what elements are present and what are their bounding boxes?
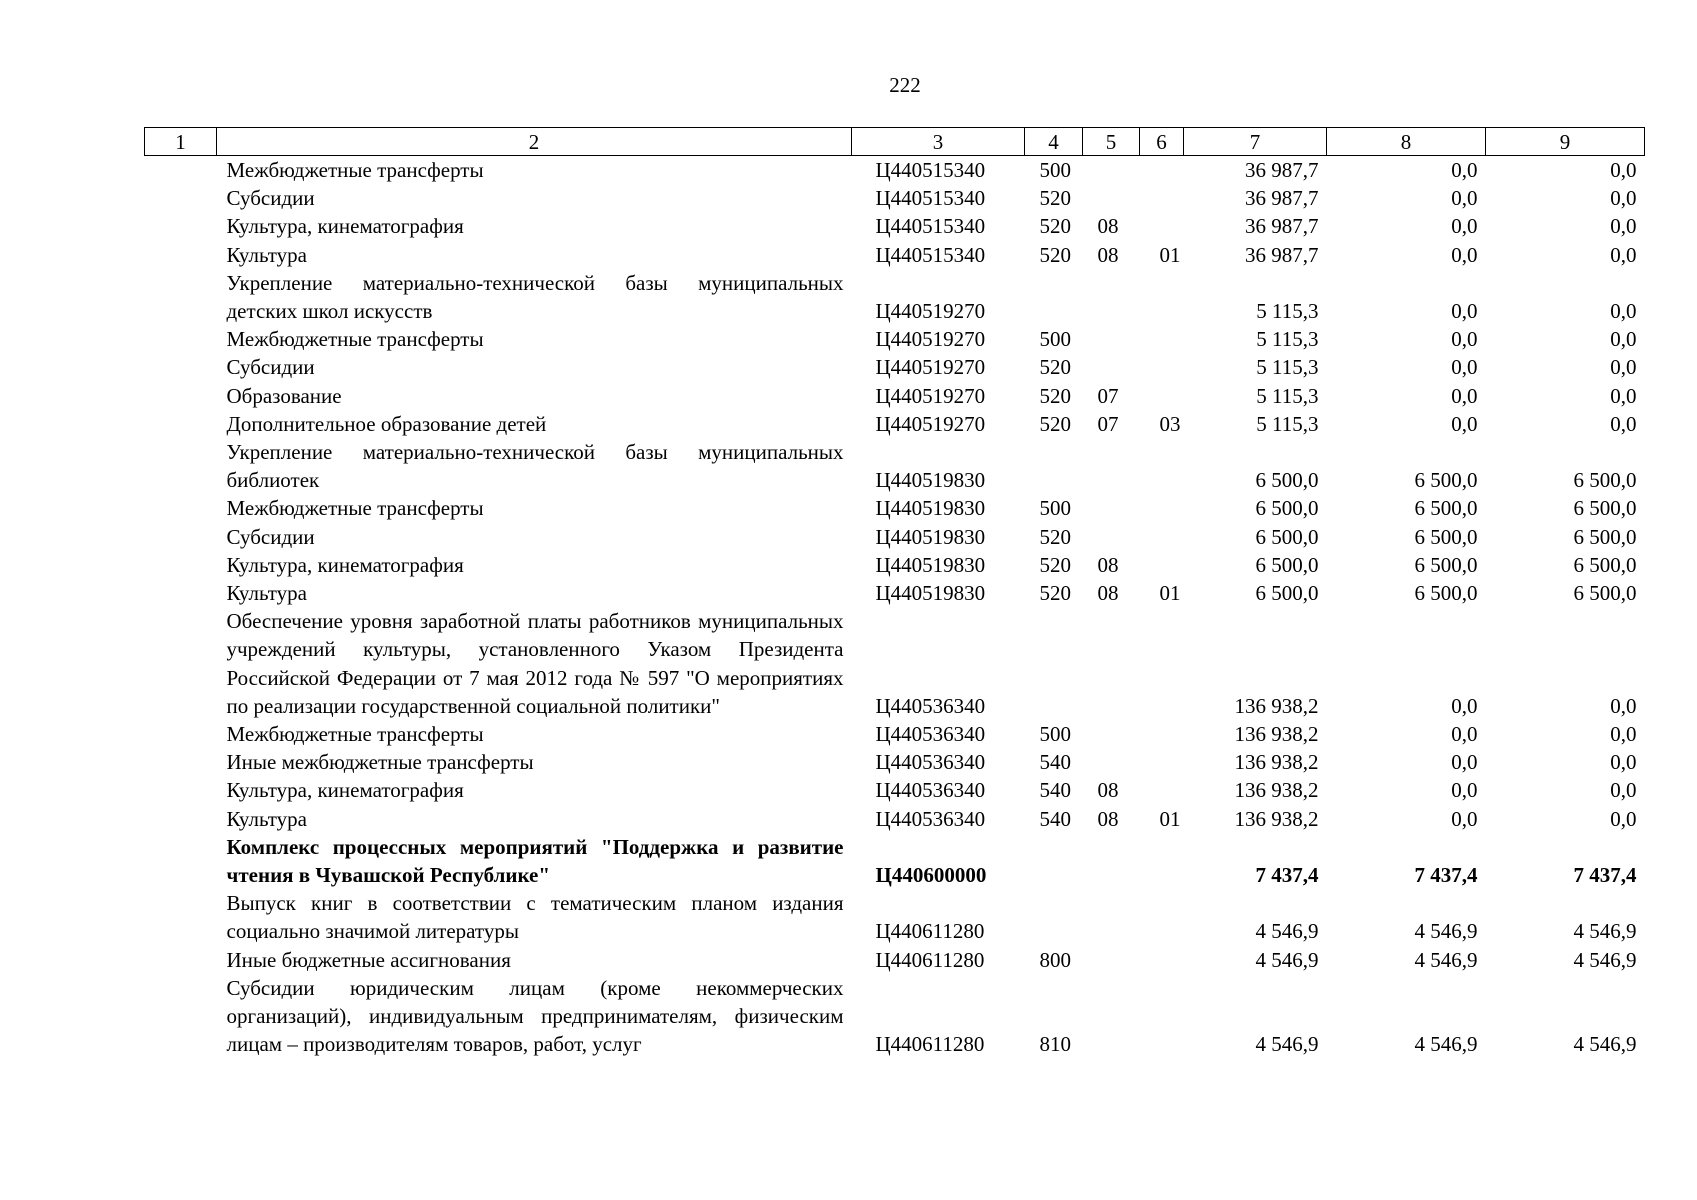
cell-name: Субсидии — [226, 524, 315, 549]
header-col-3: 3 — [852, 128, 1025, 156]
cell-pr — [1140, 438, 1184, 494]
cell-name: Иные межбюджетные трансферты — [226, 750, 534, 775]
cell-v9: 0,0 — [1610, 722, 1637, 747]
cell-rz: 08 — [1097, 552, 1119, 577]
cell-pr — [1140, 523, 1184, 551]
cell-pr: 01 — [1159, 581, 1181, 606]
header-col-1: 1 — [145, 128, 217, 156]
cell-v9: 0,0 — [1610, 355, 1637, 380]
cell-code: Ц440515340 — [875, 158, 986, 182]
cell-name: Субсидии — [226, 186, 315, 211]
cell-name: Укрепление материально-технической базы муниципальных детских школ искусств — [226, 270, 844, 324]
cell-v8: 6 500,0 — [1414, 552, 1478, 577]
cell-vr — [1025, 438, 1083, 494]
table-row — [145, 607, 1645, 720]
row-index-cell — [145, 607, 217, 720]
cell-v9: 0,0 — [1610, 778, 1637, 803]
header-col-4: 4 — [1025, 128, 1083, 156]
cell-v9: 7 437,4 — [1573, 863, 1637, 888]
row-index-cell — [145, 156, 217, 185]
cell-v8: 6 500,0 — [1414, 496, 1478, 521]
cell-vr — [1025, 889, 1083, 945]
row-index-cell — [145, 410, 217, 438]
cell-name: Укрепление материально-технической базы муниципальных библиотек — [226, 440, 844, 493]
table-header-row — [145, 128, 1645, 156]
table-row — [145, 974, 1645, 1059]
cell-code: Ц440519830 — [875, 468, 986, 493]
cell-name: Культура — [226, 581, 307, 606]
table-row — [145, 946, 1645, 974]
cell-rz — [1083, 607, 1140, 720]
cell-name: Культура, кинематография — [226, 214, 464, 239]
cell-v8: 4 546,9 — [1414, 1032, 1478, 1057]
row-index-cell — [145, 523, 217, 551]
cell-pr — [1140, 353, 1184, 381]
row-index-cell — [145, 269, 217, 325]
page-number: 222 — [889, 73, 921, 97]
table-row — [145, 720, 1645, 748]
cell-v9: 0,0 — [1610, 693, 1637, 718]
row-index-cell — [145, 833, 217, 889]
cell-v8: 0,0 — [1451, 214, 1478, 239]
cell-pr — [1140, 494, 1184, 522]
cell-pr — [1140, 946, 1184, 974]
cell-v8: 0,0 — [1451, 693, 1478, 718]
table-row — [145, 523, 1645, 551]
header-col-7: 7 — [1184, 128, 1327, 156]
cell-v7: 136 938,2 — [1234, 806, 1319, 831]
cell-v7: 136 938,2 — [1234, 750, 1319, 775]
cell-v8: 0,0 — [1451, 327, 1478, 352]
cell-name: Обеспечение уровня заработной платы работников муниципальных учреждений культуры, установленного Указом Президента Российской Федерации от 7 мая 2012 года № 597 "О мероприятиях по реализации государственной социальной политики" — [226, 609, 844, 718]
cell-pr — [1140, 889, 1184, 945]
cell-name: Межбюджетные трансферты — [226, 158, 484, 182]
cell-rz: 08 — [1097, 214, 1119, 239]
cell-v7: 136 938,2 — [1234, 693, 1319, 718]
cell-v9: 6 500,0 — [1573, 552, 1637, 577]
row-index-cell — [145, 776, 217, 804]
row-index-cell — [145, 889, 217, 945]
cell-v9: 4 546,9 — [1573, 947, 1637, 972]
cell-name: Межбюджетные трансферты — [226, 496, 484, 521]
cell-v7: 7 437,4 — [1255, 863, 1319, 888]
cell-name: Комплекс процессных мероприятий "Поддержка и развитие чтения в Чувашской Республике" — [226, 834, 844, 888]
table-row — [145, 325, 1645, 353]
cell-vr: 520 — [1039, 524, 1071, 549]
cell-v8: 6 500,0 — [1414, 468, 1478, 493]
table-row — [145, 156, 1645, 185]
cell-vr: 500 — [1039, 158, 1071, 182]
cell-v7: 6 500,0 — [1255, 524, 1319, 549]
cell-v7: 36 987,7 — [1245, 186, 1319, 211]
header-col-2: 2 — [217, 128, 852, 156]
cell-name: Культура, кинематография — [226, 552, 464, 577]
cell-code: Ц440515340 — [875, 214, 986, 239]
cell-code: Ц440519270 — [875, 411, 986, 436]
row-index-cell — [145, 184, 217, 212]
cell-pr — [1140, 325, 1184, 353]
cell-v9: 6 500,0 — [1573, 468, 1637, 493]
table-row — [145, 269, 1645, 325]
cell-v7: 4 546,9 — [1255, 1032, 1319, 1057]
cell-code: Ц440519830 — [875, 496, 986, 521]
cell-name: Культура — [226, 806, 307, 831]
cell-v7: 6 500,0 — [1255, 581, 1319, 606]
table-row — [145, 184, 1645, 212]
cell-rz — [1083, 156, 1140, 185]
cell-v7: 36 987,7 — [1245, 158, 1319, 182]
cell-v8: 0,0 — [1451, 299, 1478, 324]
cell-rz — [1083, 438, 1140, 494]
cell-v8: 4 546,9 — [1414, 919, 1478, 944]
cell-v9: 6 500,0 — [1573, 524, 1637, 549]
row-index-cell — [145, 382, 217, 410]
cell-v7: 136 938,2 — [1234, 722, 1319, 747]
cell-v7: 136 938,2 — [1234, 778, 1319, 803]
cell-pr — [1140, 212, 1184, 240]
cell-rz: 08 — [1097, 242, 1119, 267]
table-row — [145, 579, 1645, 607]
row-index-cell — [145, 438, 217, 494]
cell-name: Дополнительное образование детей — [226, 411, 547, 436]
row-index-cell — [145, 946, 217, 974]
cell-v8: 0,0 — [1451, 383, 1478, 408]
cell-vr: 540 — [1039, 778, 1071, 803]
row-index-cell — [145, 325, 217, 353]
cell-code: Ц440611280 — [875, 919, 985, 944]
cell-v7: 6 500,0 — [1255, 552, 1319, 577]
table-row — [145, 833, 1645, 889]
cell-v8: 0,0 — [1451, 355, 1478, 380]
cell-name: Образование — [226, 383, 342, 408]
cell-rz: 08 — [1097, 806, 1119, 831]
cell-code: Ц440519270 — [875, 383, 986, 408]
cell-v8: 0,0 — [1451, 778, 1478, 803]
cell-vr — [1025, 269, 1083, 325]
cell-v9: 0,0 — [1610, 806, 1637, 831]
table-row — [145, 748, 1645, 776]
cell-vr: 500 — [1039, 722, 1071, 747]
cell-v7: 5 115,3 — [1256, 383, 1319, 408]
row-index-cell — [145, 974, 217, 1059]
cell-v9: 0,0 — [1610, 411, 1637, 436]
cell-code: Ц440600000 — [875, 863, 987, 888]
cell-v9: 0,0 — [1610, 186, 1637, 211]
cell-v7: 5 115,3 — [1256, 355, 1319, 380]
table-row — [145, 382, 1645, 410]
cell-v7: 5 115,3 — [1256, 299, 1319, 324]
cell-code: Ц440519270 — [875, 327, 986, 352]
cell-pr — [1140, 776, 1184, 804]
table-row — [145, 353, 1645, 381]
cell-v9: 0,0 — [1610, 158, 1637, 182]
cell-pr — [1140, 833, 1184, 889]
cell-v9: 4 546,9 — [1573, 919, 1637, 944]
cell-vr: 520 — [1039, 581, 1071, 606]
cell-name: Субсидии юридическим лицам (кроме некоммерческих организаций), индивидуальным предпринимателям, физическим лицам – производителям товаров, работ, услуг — [226, 975, 844, 1057]
cell-vr — [1025, 607, 1083, 720]
cell-v7: 6 500,0 — [1255, 496, 1319, 521]
table-row — [145, 410, 1645, 438]
cell-vr: 520 — [1039, 214, 1071, 239]
table-row — [145, 805, 1645, 833]
cell-rz — [1083, 353, 1140, 381]
cell-rz: 08 — [1097, 778, 1119, 803]
cell-code: Ц440519270 — [875, 299, 986, 324]
table-row — [145, 494, 1645, 522]
header-col-9: 9 — [1486, 128, 1645, 156]
cell-v8: 0,0 — [1451, 722, 1478, 747]
cell-vr: 520 — [1039, 411, 1071, 436]
cell-v7: 4 546,9 — [1255, 947, 1319, 972]
cell-name: Культура — [226, 242, 307, 267]
cell-v8: 6 500,0 — [1414, 581, 1478, 606]
cell-vr: 540 — [1039, 806, 1071, 831]
cell-v9: 0,0 — [1610, 327, 1637, 352]
row-index-cell — [145, 353, 217, 381]
cell-code: Ц440515340 — [875, 242, 986, 267]
header-col-8: 8 — [1327, 128, 1486, 156]
row-index-cell — [145, 748, 217, 776]
cell-code: Ц440536340 — [875, 722, 986, 747]
cell-name: Межбюджетные трансферты — [226, 722, 484, 747]
row-index-cell — [145, 212, 217, 240]
cell-rz — [1083, 946, 1140, 974]
cell-v7: 4 546,9 — [1255, 919, 1319, 944]
cell-code: Ц440536340 — [875, 806, 986, 831]
cell-rz — [1083, 720, 1140, 748]
cell-pr: 01 — [1159, 242, 1181, 267]
cell-rz — [1083, 269, 1140, 325]
cell-name: Межбюджетные трансферты — [226, 327, 484, 352]
table-row — [145, 551, 1645, 579]
cell-rz — [1083, 748, 1140, 776]
cell-v8: 0,0 — [1451, 242, 1478, 267]
cell-v9: 6 500,0 — [1573, 581, 1637, 606]
row-index-cell — [145, 579, 217, 607]
cell-pr — [1140, 748, 1184, 776]
cell-pr — [1140, 382, 1184, 410]
cell-pr — [1140, 974, 1184, 1059]
cell-v9: 0,0 — [1610, 750, 1637, 775]
header-col-5: 5 — [1083, 128, 1140, 156]
table-row — [145, 241, 1645, 269]
cell-rz — [1083, 184, 1140, 212]
cell-rz — [1083, 494, 1140, 522]
cell-v7: 36 987,7 — [1245, 214, 1319, 239]
cell-pr — [1140, 269, 1184, 325]
cell-code: Ц440536340 — [875, 750, 986, 775]
cell-vr: 520 — [1039, 242, 1071, 267]
cell-code: Ц440519830 — [875, 581, 986, 606]
cell-v8: 0,0 — [1451, 806, 1478, 831]
row-index-cell — [145, 494, 217, 522]
cell-v8: 0,0 — [1451, 186, 1478, 211]
cell-v7: 36 987,7 — [1245, 242, 1319, 267]
cell-vr: 520 — [1039, 355, 1071, 380]
cell-vr: 500 — [1039, 327, 1071, 352]
cell-pr: 01 — [1159, 806, 1181, 831]
cell-rz — [1083, 523, 1140, 551]
cell-vr: 520 — [1039, 552, 1071, 577]
cell-vr: 520 — [1039, 186, 1071, 211]
cell-v9: 0,0 — [1610, 242, 1637, 267]
cell-code: Ц440519830 — [875, 524, 986, 549]
cell-name: Культура, кинематография — [226, 778, 464, 803]
cell-pr — [1140, 720, 1184, 748]
budget-table — [144, 127, 1645, 1059]
row-index-cell — [145, 551, 217, 579]
cell-code: Ц440519270 — [875, 355, 986, 380]
cell-rz — [1083, 974, 1140, 1059]
cell-vr: 520 — [1039, 383, 1071, 408]
cell-v9: 0,0 — [1610, 299, 1637, 324]
cell-v8: 6 500,0 — [1414, 524, 1478, 549]
row-index-cell — [145, 241, 217, 269]
cell-vr: 540 — [1039, 750, 1071, 775]
cell-pr: 03 — [1159, 411, 1181, 436]
cell-vr: 500 — [1039, 496, 1071, 521]
cell-pr — [1140, 607, 1184, 720]
cell-v9: 0,0 — [1610, 214, 1637, 239]
cell-code: Ц440536340 — [875, 693, 986, 718]
row-index-cell — [145, 720, 217, 748]
cell-v8: 7 437,4 — [1414, 863, 1478, 888]
row-index-cell — [145, 805, 217, 833]
cell-rz — [1083, 833, 1140, 889]
table-row — [145, 889, 1645, 945]
cell-pr — [1140, 551, 1184, 579]
cell-v9: 0,0 — [1610, 383, 1637, 408]
cell-v8: 4 546,9 — [1414, 947, 1478, 972]
cell-name: Выпуск книг в соответствии с тематическим планом издания социально значимой литературы — [226, 891, 844, 944]
table-row — [145, 438, 1645, 494]
cell-rz: 07 — [1097, 411, 1119, 436]
cell-v7: 6 500,0 — [1255, 468, 1319, 493]
cell-code: Ц440536340 — [875, 778, 986, 803]
cell-vr: 810 — [1039, 1032, 1071, 1057]
cell-pr — [1140, 156, 1184, 185]
cell-rz: 08 — [1097, 581, 1119, 606]
cell-code: Ц440611280 — [875, 947, 985, 972]
cell-v8: 0,0 — [1451, 750, 1478, 775]
cell-v9: 6 500,0 — [1573, 496, 1637, 521]
header-col-6: 6 — [1140, 128, 1184, 156]
cell-v8: 0,0 — [1451, 411, 1478, 436]
cell-vr: 800 — [1039, 947, 1071, 972]
cell-rz: 07 — [1097, 383, 1119, 408]
cell-vr — [1025, 833, 1083, 889]
cell-v7: 5 115,3 — [1256, 327, 1319, 352]
cell-pr — [1140, 184, 1184, 212]
cell-name: Иные бюджетные ассигнования — [226, 947, 511, 972]
cell-v8: 0,0 — [1451, 158, 1478, 182]
cell-name: Субсидии — [226, 355, 315, 380]
cell-rz — [1083, 889, 1140, 945]
table-row — [145, 212, 1645, 240]
cell-v9: 4 546,9 — [1573, 1032, 1637, 1057]
cell-code: Ц440519830 — [875, 552, 986, 577]
table-row — [145, 776, 1645, 804]
table-body — [145, 156, 1645, 1059]
cell-code: Ц440611280 — [875, 1032, 985, 1057]
cell-v7: 5 115,3 — [1256, 411, 1319, 436]
cell-code: Ц440515340 — [875, 186, 986, 211]
cell-rz — [1083, 325, 1140, 353]
